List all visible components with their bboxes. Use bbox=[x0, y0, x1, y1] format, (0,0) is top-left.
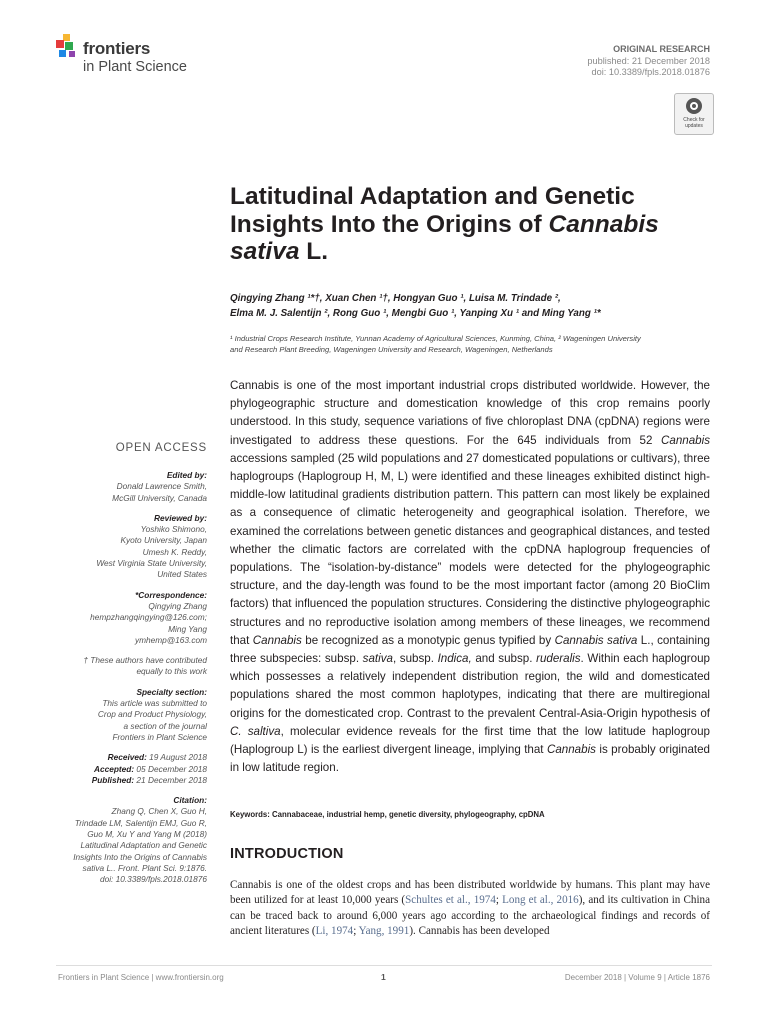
citation-line: Trindade LM, Salentijn EMJ, Guo R, bbox=[74, 817, 207, 828]
open-access-label: OPEN ACCESS bbox=[115, 442, 207, 454]
citation-heading: Citation: bbox=[173, 795, 207, 806]
contrib-line: † These authors have contributed bbox=[83, 655, 207, 666]
author-list bbox=[230, 292, 700, 321]
check-updates-icon bbox=[686, 98, 702, 114]
citation-line: Latitudinal Adaptation and Genetic bbox=[80, 840, 207, 851]
abstract: Cannabis is one of the most important industrial crops distributed worldwide. However, the phylogeographic structure and domestication knowledge of this crop remains poorly understood. In this study, sequence variations of five chloroplast DNA (cpDNA) regions were investigated to address these questions. For the 645 individuals from 52 Cannabis accessions sampled (25 wild populations and 27 domesticated populations or cultivars), three haplogroups (Haplogroup H, M, L) were identified and these lineages exhibited distinct high-middle-low latitudinal gradients distribution pattern. This pattern can most likely be explained as a consequence of climatic heterogeneity and geographical isolation. Therefore, we examined the correlations between genetic distances and geographical distances, and tested whether the climatic factors are correlated with the cpDNA haplogroup frequencies of populations. The “isolation-by-distance” models were detected for the phylogeographic structure, and the day-length was found to be the most important factor (among 20 BioClim factors) that influenced the population structures. Considering the distinctive phylogeographic structures and no reproductive isolation among members of these lineages, we recommend that Cannabis be recognized as a monotypic genus typified by Cannabis sativa L., containing three subspecies: subsp. sativa, subsp. Indica, and subsp. ruderalis. Within each haplogroup which possesses a relatively independent distribution region, the wild and domesticated populations shared the most common haplotypes, indicating that there are multiregional origins for the domesticated crop. Contrast to the prevalent Central-Asia-Origin hypothesis of C. saltiva, molecular evidence reveals for the first time that the low latitude haplogroup (Haplogroup L) is the earliest divergent lineage, implying that Cannabis is probably originated in low latitude region. bbox=[230, 379, 711, 775]
reviewer-name[interactable]: Umesh K. Reddy, bbox=[142, 546, 207, 557]
article-header-meta bbox=[587, 44, 710, 79]
published-date-side: Published: 21 December 2018 bbox=[91, 774, 207, 785]
correspondence-heading: *Correspondence: bbox=[135, 589, 207, 600]
citation-line: sativa L.. Front. Plant Sci. 9:1876. bbox=[82, 862, 207, 873]
citation-link[interactable]: Long et al., 2016 bbox=[502, 894, 579, 907]
citation-link[interactable]: Yang, 1991 bbox=[358, 924, 410, 937]
corr-name: Qingying Zhang bbox=[148, 600, 207, 611]
reviewer-name[interactable]: Yoshiko Shimono, bbox=[140, 524, 207, 535]
logo-word: frontiers bbox=[83, 39, 151, 58]
accepted-date: Accepted: 05 December 2018 bbox=[94, 763, 207, 774]
keywords: Keywords: Cannabaceae, industrial hemp, genetic diversity, phylogeography, cpDNA bbox=[230, 810, 545, 819]
reviewed-by bbox=[40, 513, 207, 581]
corr-name: Ming Yang bbox=[168, 623, 207, 634]
specialty-section bbox=[40, 687, 207, 743]
introduction-text: Cannabis is one of the oldest crops and has been distributed worldwide by humans. This plant may have been utilized for at least 10,000 years (Schultes et al., 1974; Long et al., 2016), and its cultivation in China can be traced back to around 6,000 years ago according to the archaeological findings and records of ancient literatures (Li, 1974; Yang, 1991). Cannabis has been developed bbox=[230, 879, 710, 937]
citation bbox=[40, 795, 207, 885]
authors-line2: Elma M. J. Salentijn ², Rong Guo ¹, Mengbi Guo ¹, Yanping Xu ¹ and Ming Yang ¹* bbox=[230, 307, 601, 319]
article-title: Latitudinal Adaptation and Genetic Insights Into the Origins of Cannabis sativa L. bbox=[230, 183, 659, 265]
reviewer-affiliation: West Virginia State University, bbox=[96, 558, 207, 569]
frontiers-logo-icon bbox=[56, 34, 80, 60]
citation-link[interactable]: Li, 1974 bbox=[315, 924, 354, 937]
citation-line: Guo M, Xu Y and Yang M (2018) bbox=[87, 829, 207, 840]
reviewer-affiliation: United States bbox=[157, 569, 207, 580]
affiliations bbox=[230, 333, 710, 355]
corr-email[interactable]: hempzhangqingying@126.com; bbox=[90, 612, 207, 623]
check-for-updates-badge[interactable] bbox=[674, 93, 714, 135]
specialty-heading: Specialty section: bbox=[136, 686, 207, 697]
citation-doi[interactable]: doi: 10.3389/fpls.2018.01876 bbox=[99, 874, 207, 885]
reviewer-affiliation: Kyoto University, Japan bbox=[120, 535, 207, 546]
page-number: 1 bbox=[381, 972, 386, 982]
citation-link[interactable]: Schultes et al., 1974 bbox=[405, 894, 496, 907]
editor-name[interactable]: Donald Lawrence Smith, bbox=[116, 481, 207, 492]
affiliation-line2: and Research Plant Breeding, Wageningen University and Research, Wageningen, Netherlands bbox=[230, 345, 553, 355]
specialty-line: Crop and Product Physiology, bbox=[97, 709, 207, 720]
citation-line: Zhang Q, Chen X, Guo H, bbox=[111, 806, 207, 817]
contrib-line: equally to this work bbox=[136, 666, 207, 677]
edited-by bbox=[40, 470, 207, 504]
section-heading-introduction: INTRODUCTION bbox=[230, 846, 344, 862]
specialty-line: a section of the journal bbox=[123, 720, 207, 731]
badge-line1: Check for bbox=[683, 117, 705, 123]
article-dates bbox=[40, 752, 207, 786]
correspondence bbox=[40, 590, 207, 646]
published-date: published: 21 December 2018 bbox=[587, 55, 710, 66]
logo-journal-name: in Plant Science bbox=[83, 59, 187, 75]
journal-logo[interactable] bbox=[56, 34, 216, 82]
reviewed-by-heading: Reviewed by: bbox=[153, 512, 207, 523]
editor-affiliation: McGill University, Canada bbox=[112, 492, 207, 503]
edited-by-heading: Edited by: bbox=[166, 470, 207, 480]
received-date: Received: 19 August 2018 bbox=[107, 752, 207, 763]
footer-issue: December 2018 | Volume 9 | Article 1876 bbox=[564, 973, 710, 982]
article-type: ORIGINAL RESEARCH bbox=[613, 44, 710, 54]
specialty-line: This article was submitted to bbox=[102, 698, 207, 709]
authors-line1: Qingying Zhang ¹*†, Xuan Chen ¹†, Hongyan Guo ¹, Luisa M. Trindade ², bbox=[230, 293, 561, 304]
badge-line2: updates bbox=[685, 123, 703, 129]
contribution-note bbox=[40, 655, 207, 678]
affiliation-line1: ¹ Industrial Crops Research Institute, Yunnan Academy of Agricultural Sciences, Kunming, China, ² Wageningen University bbox=[230, 334, 641, 343]
footer-divider bbox=[56, 965, 712, 966]
specialty-line: Frontiers in Plant Science bbox=[112, 731, 207, 742]
footer-journal[interactable]: Frontiers in Plant Science | www.frontiersin.org bbox=[58, 973, 224, 982]
citation-line: Insights Into the Origins of Cannabis bbox=[73, 851, 207, 862]
corr-email[interactable]: ymhemp@163.com bbox=[134, 634, 207, 645]
article-info-sidebar bbox=[40, 470, 207, 895]
article-doi[interactable]: doi: 10.3389/fpls.2018.01876 bbox=[591, 67, 710, 77]
